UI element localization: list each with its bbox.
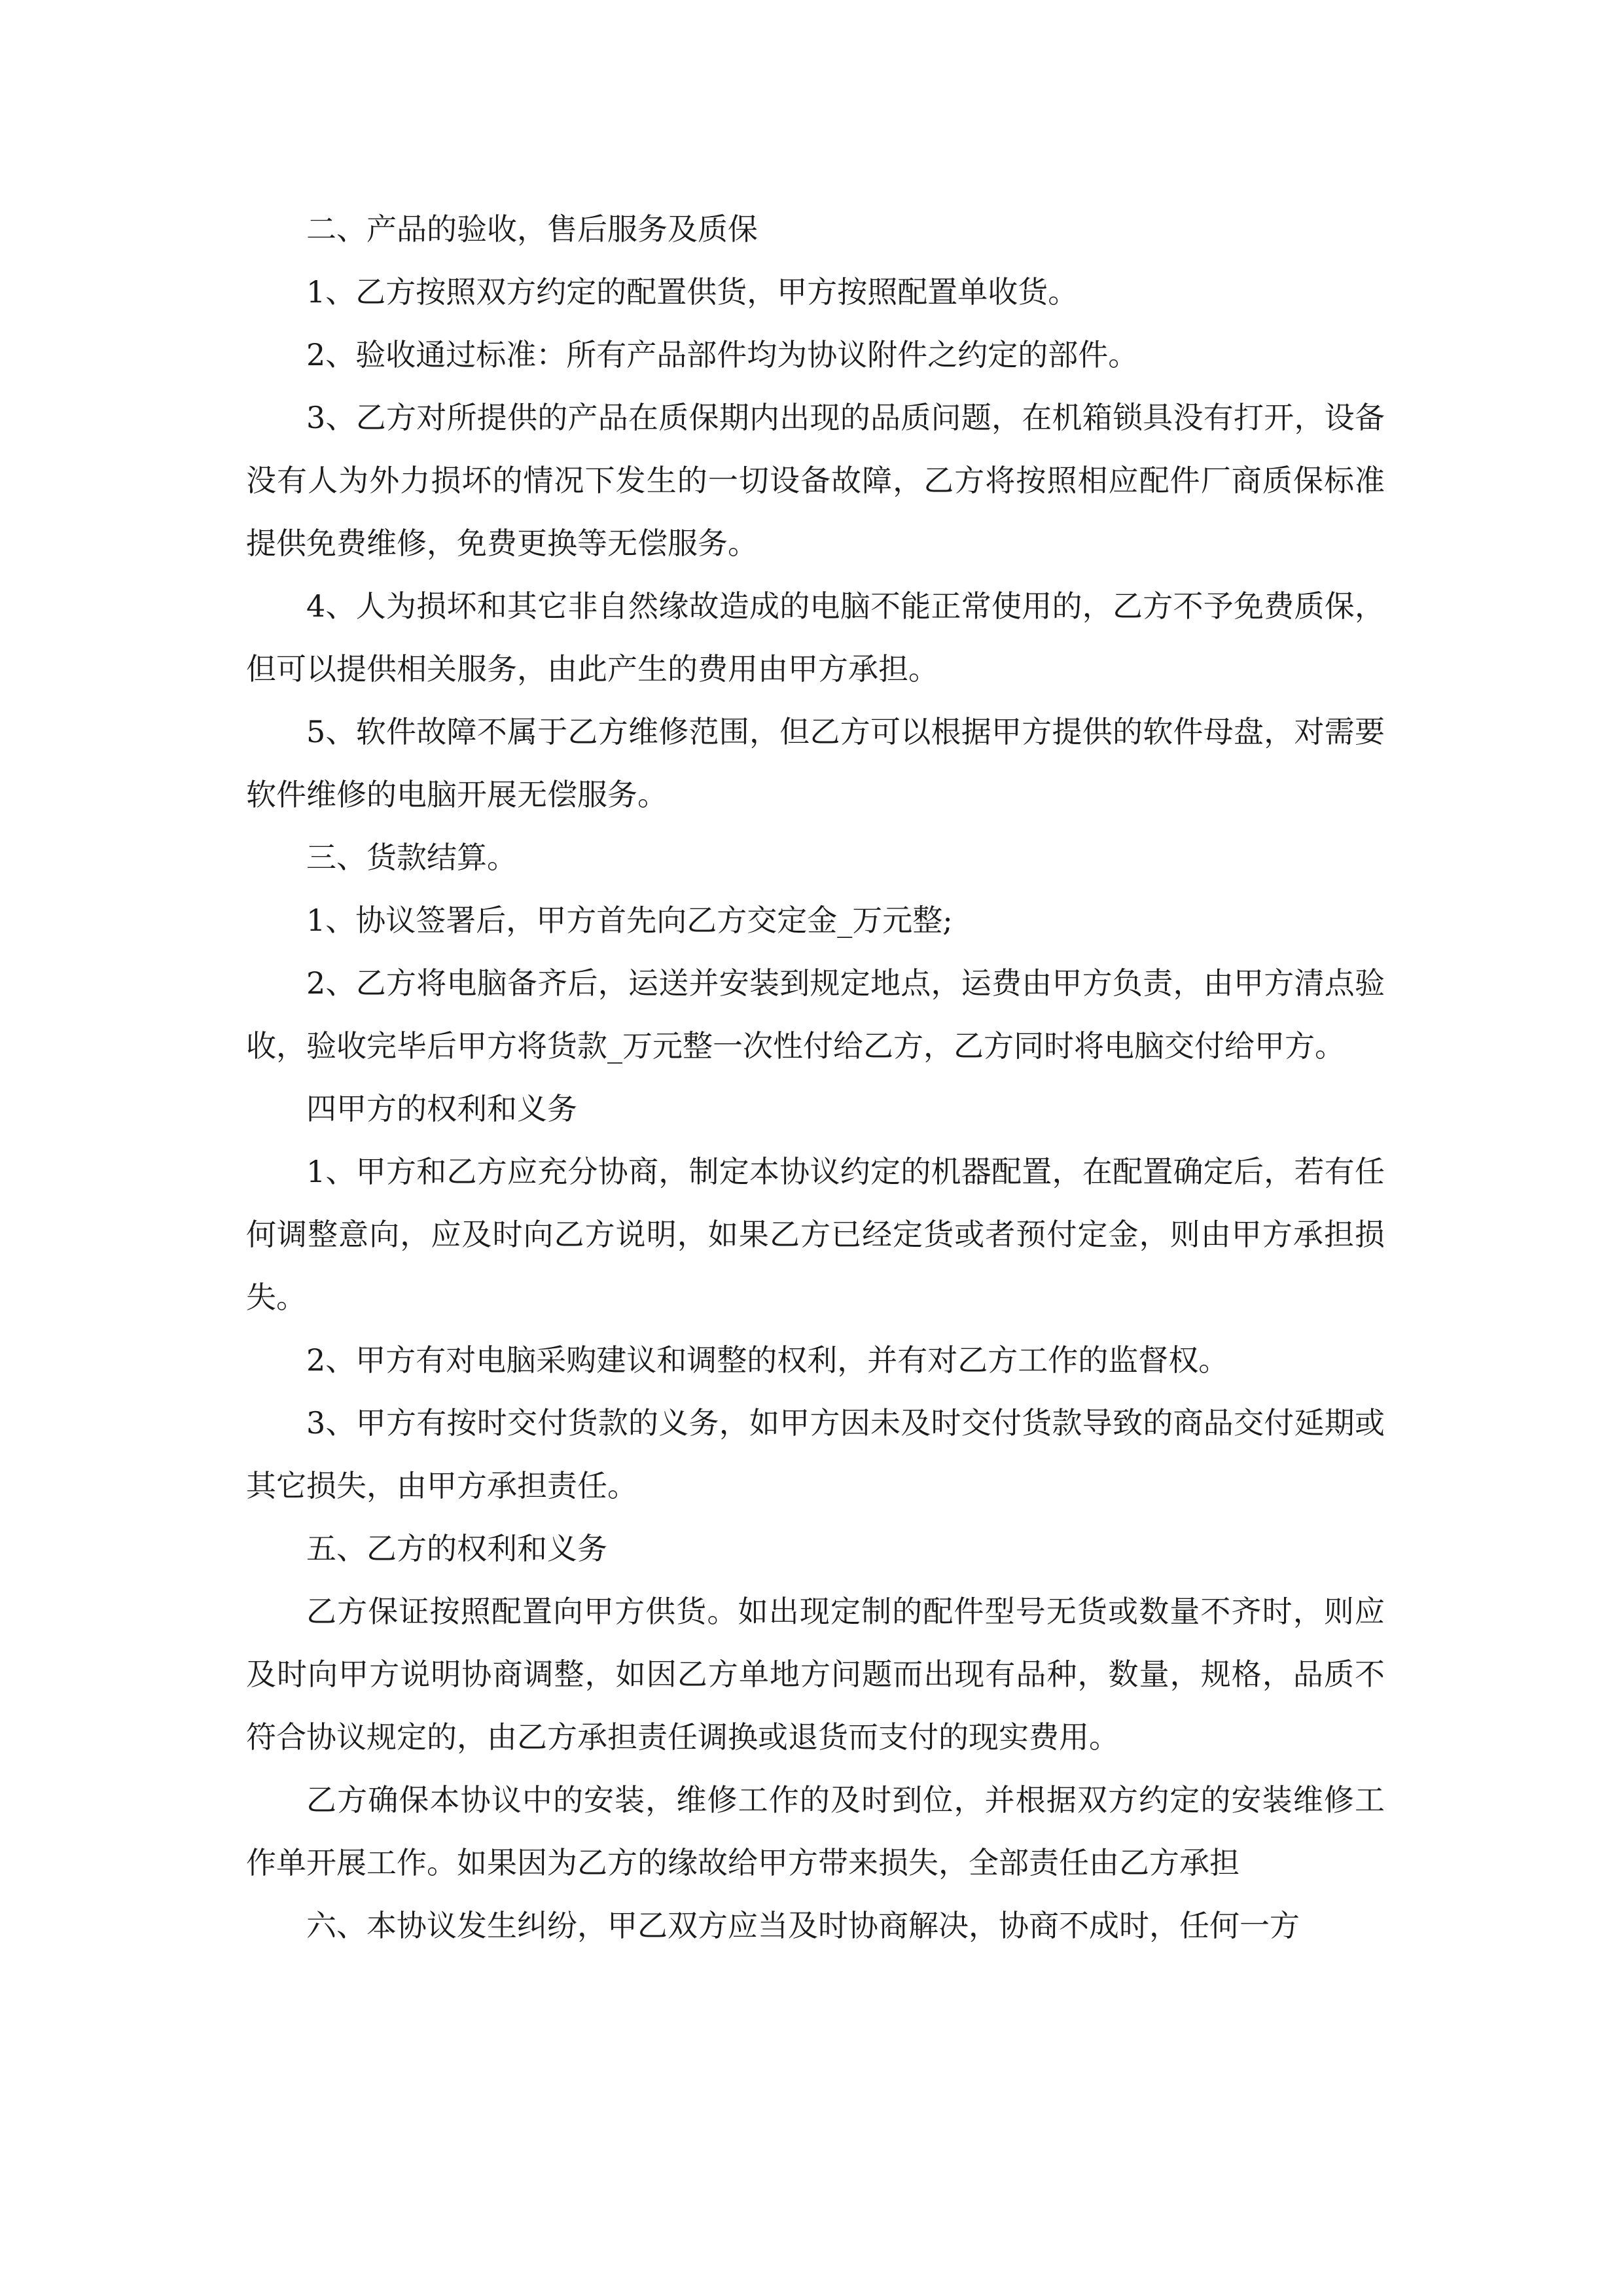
clause-2-2: 2、验收通过标准：所有产品部件均为协议附件之约定的部件。 bbox=[306, 337, 1139, 372]
section-heading-2: 二、产品的验收，售后服务及质保 bbox=[306, 211, 758, 247]
clause-2-1: 1、乙方按照双方约定的配置供货，甲方按照配置单收货。 bbox=[306, 274, 1079, 310]
clause-2-5: 5、软件故障不属于乙方维修范围，但乙方可以根据甲方提供的软件母盘，对需要软件维修的电脑开展无偿服务。 bbox=[246, 714, 1385, 812]
section-heading-3: 三、货款结算。 bbox=[306, 840, 517, 875]
section-heading-4: 四甲方的权利和义务 bbox=[306, 1091, 577, 1126]
document-body bbox=[246, 198, 1385, 1957]
clause-4-1: 1、甲方和乙方应充分协商，制定本协议约定的机器配置，在配置确定后，若有任何调整意向，应及时向乙方说明，如果乙方已经定货或者预付定金，则由甲方承担损失。 bbox=[246, 1154, 1385, 1315]
clause-5-1: 乙方保证按照配置向甲方供货。如出现定制的配件型号无货或数量不齐时，则应及时向甲方说明协商调整，如因乙方单地方问题而出现有品种，数量，规格，品质不符合协议规定的，由乙方承担责任调换或退货而支付的现实费用。 bbox=[246, 1594, 1385, 1755]
section-heading-5: 五、乙方的权利和义务 bbox=[306, 1531, 607, 1566]
clause-4-3: 3、甲方有按时交付货款的义务，如甲方因未及时交付货款导致的商品交付延期或其它损失，由甲方承担责任。 bbox=[246, 1405, 1385, 1503]
clause-4-2: 2、甲方有对电脑采购建议和调整的权利，并有对乙方工作的监督权。 bbox=[306, 1342, 1229, 1378]
section-heading-6: 六、本协议发生纠纷，甲乙双方应当及时协商解决，协商不成时，任何一方 bbox=[306, 1908, 1300, 1943]
clause-2-3: 3、乙方对所提供的产品在质保期内出现的品质问题，在机箱锁具没有打开，设备没有人为外力损坏的情况下发生的一切设备故障，乙方将按照相应配件厂商质保标准提供免费维修，免费更换等无偿服务。 bbox=[246, 400, 1385, 561]
clause-3-2: 2、乙方将电脑备齐后，运送并安装到规定地点，运费由甲方负责，由甲方清点验收，验收完毕后甲方将货款_万元整一次性付给乙方，乙方同时将电脑交付给甲方。 bbox=[246, 965, 1385, 1064]
clause-3-1: 1、协议签署后，甲方首先向乙方交定金_万元整; bbox=[306, 903, 953, 938]
clause-5-2: 乙方确保本协议中的安装，维修工作的及时到位，并根据双方约定的安装维修工作单开展工作。如果因为乙方的缘故给甲方带来损失，全部责任由乙方承担 bbox=[246, 1782, 1385, 1880]
clause-2-4: 4、人为损坏和其它非自然缘故造成的电脑不能正常使用的，乙方不予免费质保，但可以提供相关服务，由此产生的费用由甲方承担。 bbox=[246, 588, 1385, 687]
